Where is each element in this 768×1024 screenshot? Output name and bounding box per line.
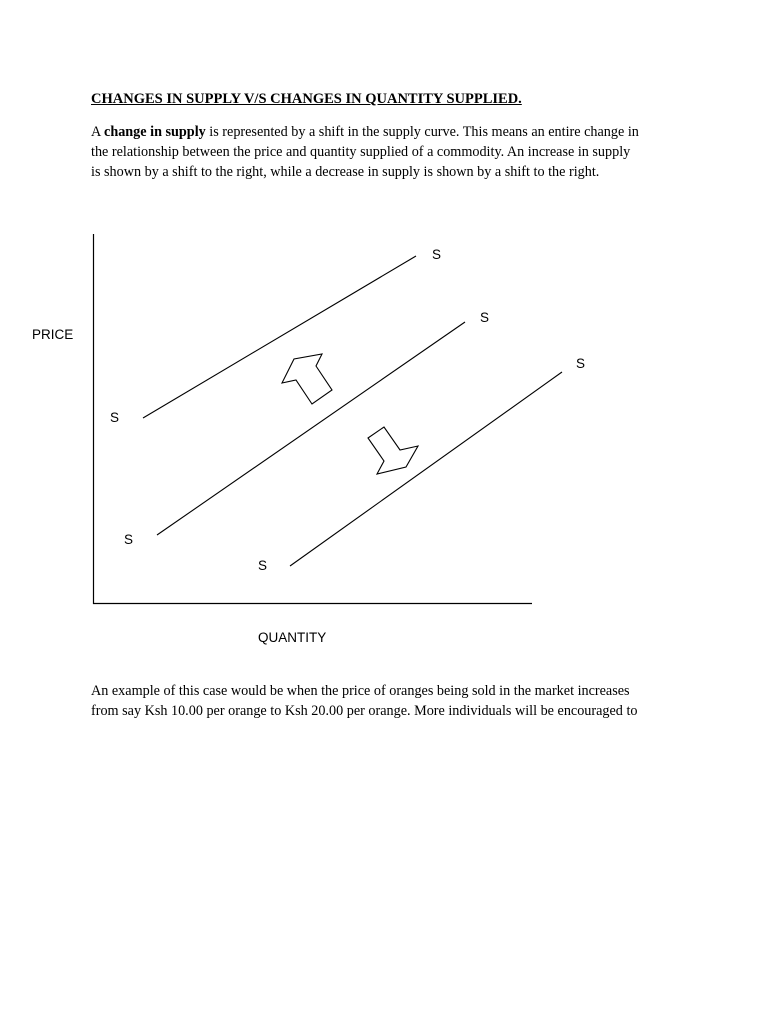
shift-down-arrow-icon	[368, 427, 418, 474]
curve-label-middle-end: S	[480, 310, 490, 325]
shift-up-arrow-icon	[282, 354, 332, 404]
curve-label-upper-end: S	[432, 247, 442, 262]
curve-label-lower-end: S	[576, 356, 586, 371]
text-span: is represented by a shift in the supply curve. This means an entire change in	[205, 124, 639, 140]
curve-label-middle-start: S	[124, 532, 134, 547]
page-heading: CHANGES IN SUPPLY V/S CHANGES IN QUANTITY SUPPLIED.	[91, 91, 522, 107]
paragraph-line: the relationship between the price and quantity supplied of a commodity. An increase in supply	[91, 144, 631, 160]
supply-curve-upper	[143, 256, 416, 418]
supply-curve-middle	[157, 322, 465, 535]
curve-label-lower-start: S	[258, 558, 268, 573]
bold-term: change in supply	[104, 124, 206, 140]
x-axis-label: QUANTITY	[258, 630, 327, 645]
text-span: A	[91, 124, 105, 140]
paragraph-line: is shown by a shift to the right, while a decrease in supply is shown by a shift to the right.	[91, 164, 600, 180]
y-axis-label: PRICE	[32, 327, 74, 342]
curve-label-upper-start: S	[110, 410, 120, 425]
paragraph-example	[91, 681, 691, 721]
paragraph-line: from say Ksh 10.00 per orange to Ksh 20.00 per orange. More individuals will be encouraged to	[91, 703, 638, 719]
supply-curve-lower	[290, 372, 562, 566]
paragraph-line: An example of this case would be when the price of oranges being sold in the market increases	[91, 683, 630, 699]
